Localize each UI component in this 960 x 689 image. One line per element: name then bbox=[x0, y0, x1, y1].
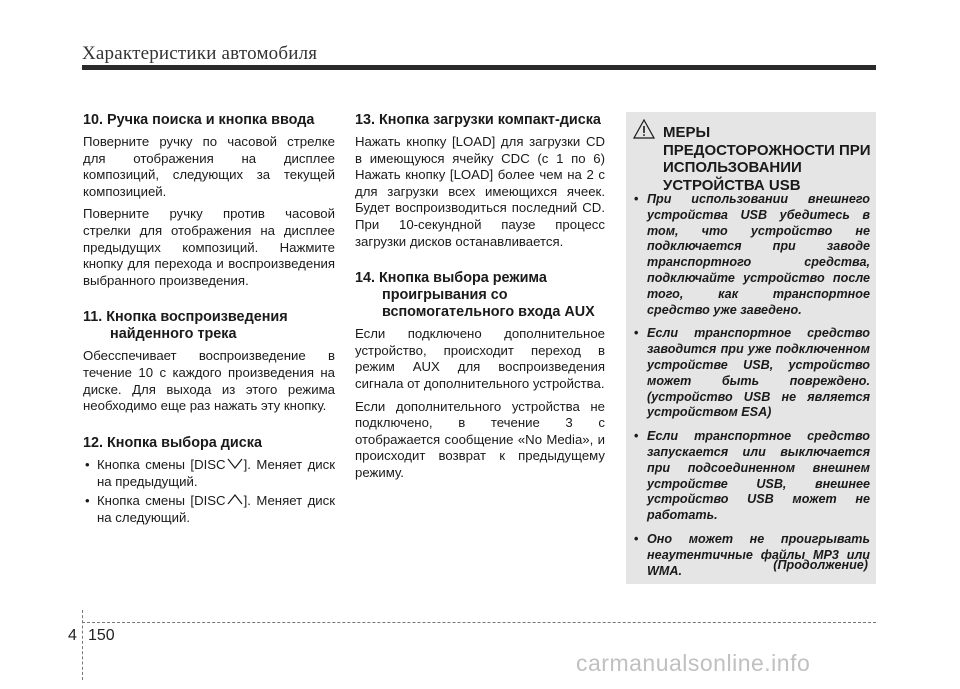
disc-up-label-post: ]. Меняет диск на следующий. bbox=[97, 493, 335, 525]
section-11-title: 11. Кнопка воспроизведения найденного трека bbox=[83, 309, 288, 343]
section-12-list bbox=[83, 457, 335, 527]
warning-list bbox=[634, 192, 870, 587]
disc-up-label-pre: Кнопка смены [DISC bbox=[97, 493, 226, 509]
column-middle bbox=[355, 112, 605, 488]
warning-item: • При использовании внешнего устройства USB убедитесь в том, что устройство не подключается при заводе транспортного средства, подключайте устройство после того, как транспортное средство уже заведено. bbox=[634, 192, 870, 318]
warning-item: • Если транспортное средство запускается или выключается при подсоединенном внешнем устройстве USB, внешнее устройство USB может не работать. bbox=[634, 429, 870, 524]
warning-icon bbox=[632, 118, 656, 145]
section-10-paragraph-1: Поверните ручку по часовой стрелке для отображения на дисплее композиций, следующих за текущей композицией. bbox=[83, 134, 335, 199]
warning-item: • Оно может не проигрывать неаутентичные файлы MP3 или WMA. bbox=[634, 532, 870, 579]
section-12-title: 12. Кнопка выбора диска bbox=[83, 434, 262, 451]
chevron-down-icon bbox=[227, 457, 243, 474]
warning-title: МЕРЫ ПРЕДОСТОРОЖНОСТИ ПРИ ИСПОЛЬЗОВАНИИ УСТРОЙСТВА USB bbox=[663, 124, 871, 194]
disc-down-label-post: ]. Меняет диск на предыдущий. bbox=[97, 456, 335, 489]
section-10-paragraph-2: Поверните ручку против часовой стрелки для отображения на дисплее предыдущих композиций. Нажмите кнопку для перехода и воспроизведения выбранного произведения. bbox=[83, 206, 335, 288]
chevron-up-icon bbox=[227, 493, 243, 510]
section-13-paragraph: Нажать кнопку [LOAD] для загрузки CD в имеющуюся ячейку CDC (с 1 по 6) Нажать кнопку [LOAD] более чем на 2 с для загрузки всех имеющихся ячеек. Будет воспроизводиться последний CD. При 10-секундной паузе процесс загрузки дисков останавливается. bbox=[355, 134, 605, 249]
header-rule bbox=[82, 65, 876, 70]
section-11-paragraph: Обесcпечивает воспроизведение в течение 10 с каждого произведения на диске. Для выхода из этого режима необходимо еще раз нажать эту кнопку. bbox=[83, 348, 335, 414]
watermark: carmanualsonline.info bbox=[576, 650, 811, 676]
section-10-title: 10. Ручка поиска и кнопка ввода bbox=[83, 112, 315, 128]
continued-label: (Продолжение) bbox=[773, 558, 868, 572]
warning-box bbox=[626, 112, 876, 584]
footer-rule bbox=[82, 622, 876, 623]
page-header-title: Характеристики автомобиля bbox=[82, 43, 318, 64]
section-14-title: 14. Кнопка выбора режима проигрывания со вспомогательного входа AUX bbox=[355, 270, 595, 321]
warning-item: • Если транспортное средство заводится при уже подключенном устройстве USB, устройство может быть повреждено. (устройство USB не является устройством ESA) bbox=[634, 326, 870, 421]
list-item bbox=[83, 457, 335, 490]
footer-rule-vertical bbox=[82, 610, 83, 680]
section-14-paragraph-2: Если дополнительного устройства не подключено, в течение 3 с отображается сообщение «No Media», и происходит возврат к предыдущему режиму. bbox=[355, 398, 605, 480]
section-13-title: 13. Кнопка загрузки компакт-диска bbox=[355, 112, 601, 128]
disc-down-label-pre: Кнопка смены [DISC bbox=[97, 456, 226, 472]
page-number: 150 bbox=[88, 627, 115, 644]
list-item bbox=[83, 493, 335, 526]
section-14-paragraph-1: Если подключено дополнительное устройство, происходит переход в режим AUX для воспроизведения сигнала от дополнительного устройства. bbox=[355, 326, 605, 391]
column-left bbox=[83, 112, 335, 530]
chapter-number: 4 bbox=[68, 627, 77, 644]
